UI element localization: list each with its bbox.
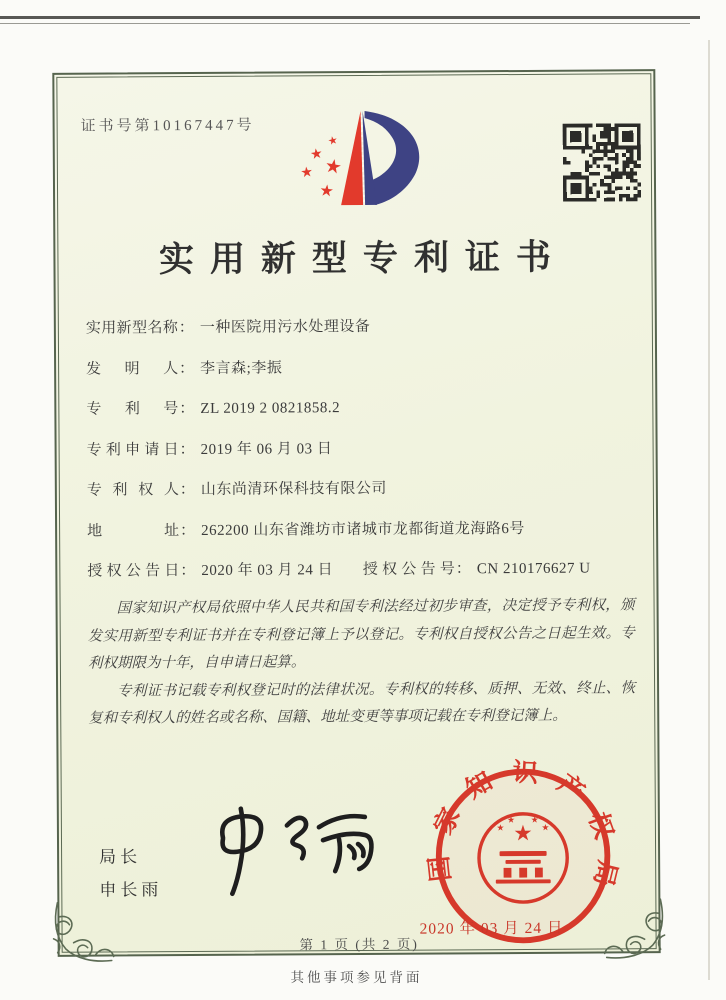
legal-paragraph-1: 国家知识产权局依照中华人民共和国专利法经过初步审查，决定授予专利权，颁发实用新型专利证书并在专利登记簿上予以登记。专利权自授权公告之日起生效。专利权期限为十年，自申请日起算。 [87, 597, 635, 672]
field-label: 专利权人 [86, 482, 179, 499]
back-side-note: 其他事项参见背面 [290, 970, 423, 985]
scan-artifact-right-edge [708, 40, 710, 980]
field-value: 2019 年 06 月 03 日 [200, 440, 333, 458]
field-row-address: 地址： 262200 山东省潍坊市诸城市龙都街道龙海路6号 [87, 516, 632, 560]
svg-text:★: ★ [323, 155, 344, 179]
qr-code [563, 123, 641, 201]
grant-date-pair: 授权公告日： 2020 年 03 月 24 日 [87, 562, 333, 580]
floral-ornament-icon [43, 894, 121, 972]
seal-ring-text: 国家知识产权局 [424, 757, 622, 896]
scan-artifact-top-line-thin [0, 23, 690, 24]
field-value: 山东尚清环保科技有限公司 [200, 480, 387, 498]
certificate-number: 证书号第10167447号 [80, 117, 255, 135]
field-label: 授权公告号 [362, 561, 455, 578]
svg-text:★: ★ [326, 134, 340, 149]
svg-text:★: ★ [513, 821, 533, 846]
field-value: 李言森;李振 [200, 359, 283, 377]
certificate-title: 实用新型专利证书 [158, 237, 568, 280]
field-value: 一种医院用污水处理设备 [199, 318, 371, 336]
field-value: CN 210176627 U [476, 560, 591, 578]
field-list [86, 313, 633, 600]
issuer-title: 局长 [99, 847, 142, 867]
legal-paragraph-2: 专利证书记载专利权登记时的法律状况。专利权的转移、质押、无效、终止、恢复和专利权人的姓名或名称、国籍、地址变更等事项记载在专利登记簿上。 [88, 679, 636, 727]
seal-date: 2020 年 03 月 24 日 [419, 919, 564, 938]
field-label: 实用新型名称 [85, 320, 178, 337]
field-row-inventor: 发明人： 李言森;李振 [86, 354, 631, 398]
field-label: 专利号 [86, 401, 179, 418]
field-row-filing-date: 专利申请日： 2019 年 06 月 03 日 [87, 435, 632, 479]
field-row-patent-number: 专利号： ZL 2019 2 0821858.2 [86, 394, 631, 438]
signature-handwriting [207, 803, 386, 904]
svg-text:★: ★ [541, 822, 550, 833]
scan-artifact-top-line [0, 16, 700, 19]
field-label: 地址 [87, 522, 180, 540]
issuer-name: 申长雨 [99, 880, 163, 900]
official-seal [419, 757, 622, 954]
svg-text:★: ★ [530, 814, 539, 825]
grant-number-pair: 授权公告号： CN 210176627 U [363, 561, 591, 578]
legal-text [87, 592, 635, 733]
certificate-sheet [52, 69, 660, 957]
field-value: ZL 2019 2 0821858.2 [200, 400, 341, 417]
field-label: 授权公告日 [87, 563, 180, 580]
field-row-patentee: 专利权人： 山东尚清环保科技有限公司 [87, 475, 632, 519]
field-value: 2020 年 03 月 24 日 [201, 562, 334, 579]
svg-text:★: ★ [309, 146, 324, 164]
page-number: 第 1 页 (共 2 页) [299, 936, 419, 953]
cnipa-logo-icon [290, 100, 449, 225]
field-label: 发明人 [86, 360, 179, 378]
svg-text:★: ★ [299, 165, 314, 182]
field-row-utility-model-name: 实用新型名称： 一种医院用污水处理设备 [86, 313, 631, 357]
svg-text:★: ★ [496, 822, 505, 833]
svg-text:★: ★ [507, 814, 516, 825]
field-label: 专利申请日 [86, 441, 179, 459]
field-value: 262200 山东省潍坊市诸城市龙都街道龙海路6号 [201, 520, 525, 539]
svg-text:★: ★ [318, 182, 335, 201]
floral-ornament-icon [596, 891, 674, 969]
